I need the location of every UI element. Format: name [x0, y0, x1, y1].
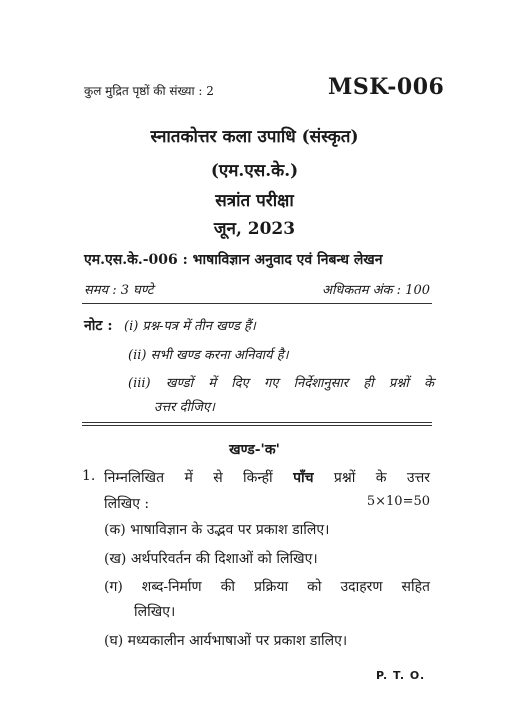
divider [82, 422, 432, 423]
degree-title: स्नातकोत्तर कला उपाधि (संस्कृत) [150, 127, 359, 147]
divider [82, 303, 432, 304]
please-turn-over: P. T. O. [376, 669, 426, 682]
note-item-continuation: उत्तर दीजिए। [154, 400, 215, 415]
exam-duration: समय : 3 घण्टे [84, 283, 154, 298]
exam-title: सत्रांत परीक्षा [215, 191, 294, 211]
note-label: नोट : [84, 318, 113, 334]
exam-session: जून, 2023 [213, 219, 296, 239]
divider [82, 425, 432, 426]
question-text: निम्नलिखित में से किन्हीं पाँच प्रश्नों के उत्तर [104, 470, 431, 486]
section-heading: खण्ड-'क' [229, 442, 280, 458]
sub-question: (ग) शब्द-निर्माण की प्रक्रिया को उदाहरण सहित [104, 579, 430, 595]
note-item: (ii) सभी खण्ड करना अनिवार्य है। [128, 348, 289, 363]
course-title: एम.एस.के.-006 : भाषाविज्ञान अनुवाद एवं निबन्ध लेखन [84, 252, 383, 268]
note-item: (iii) खण्डों में दिए गए निर्देशानुसार ही प्रश्नों के [128, 376, 434, 391]
note-item: (i) प्रश्न-पत्र में तीन खण्ड हैं। [124, 319, 256, 334]
printed-pages-count: कुल मुद्रित पृष्ठों की संख्या : 2 [84, 84, 214, 98]
sub-question-continuation: लिखिए। [134, 604, 176, 620]
question-number: 1. [82, 468, 96, 484]
paper-code: MSK-006 [328, 74, 445, 100]
question-text-continuation: लिखिए : [104, 496, 150, 512]
degree-abbreviation: (एम.एस.के.) [210, 161, 299, 181]
maximum-marks: अधिकतम अंक : 100 [322, 283, 430, 298]
question-emphasis: पाँच [293, 470, 314, 486]
sub-question: (क) भाषाविज्ञान के उद्भव पर प्रकाश डालिए। [104, 522, 330, 538]
question-marks: 5×10=50 [366, 494, 430, 509]
sub-question: (ख) अर्थपरिवर्तन की दिशाओं को लिखिए। [104, 551, 318, 567]
sub-question: (घ) मध्यकालीन आर्यभाषाओं पर प्रकाश डालिए। [104, 633, 348, 649]
